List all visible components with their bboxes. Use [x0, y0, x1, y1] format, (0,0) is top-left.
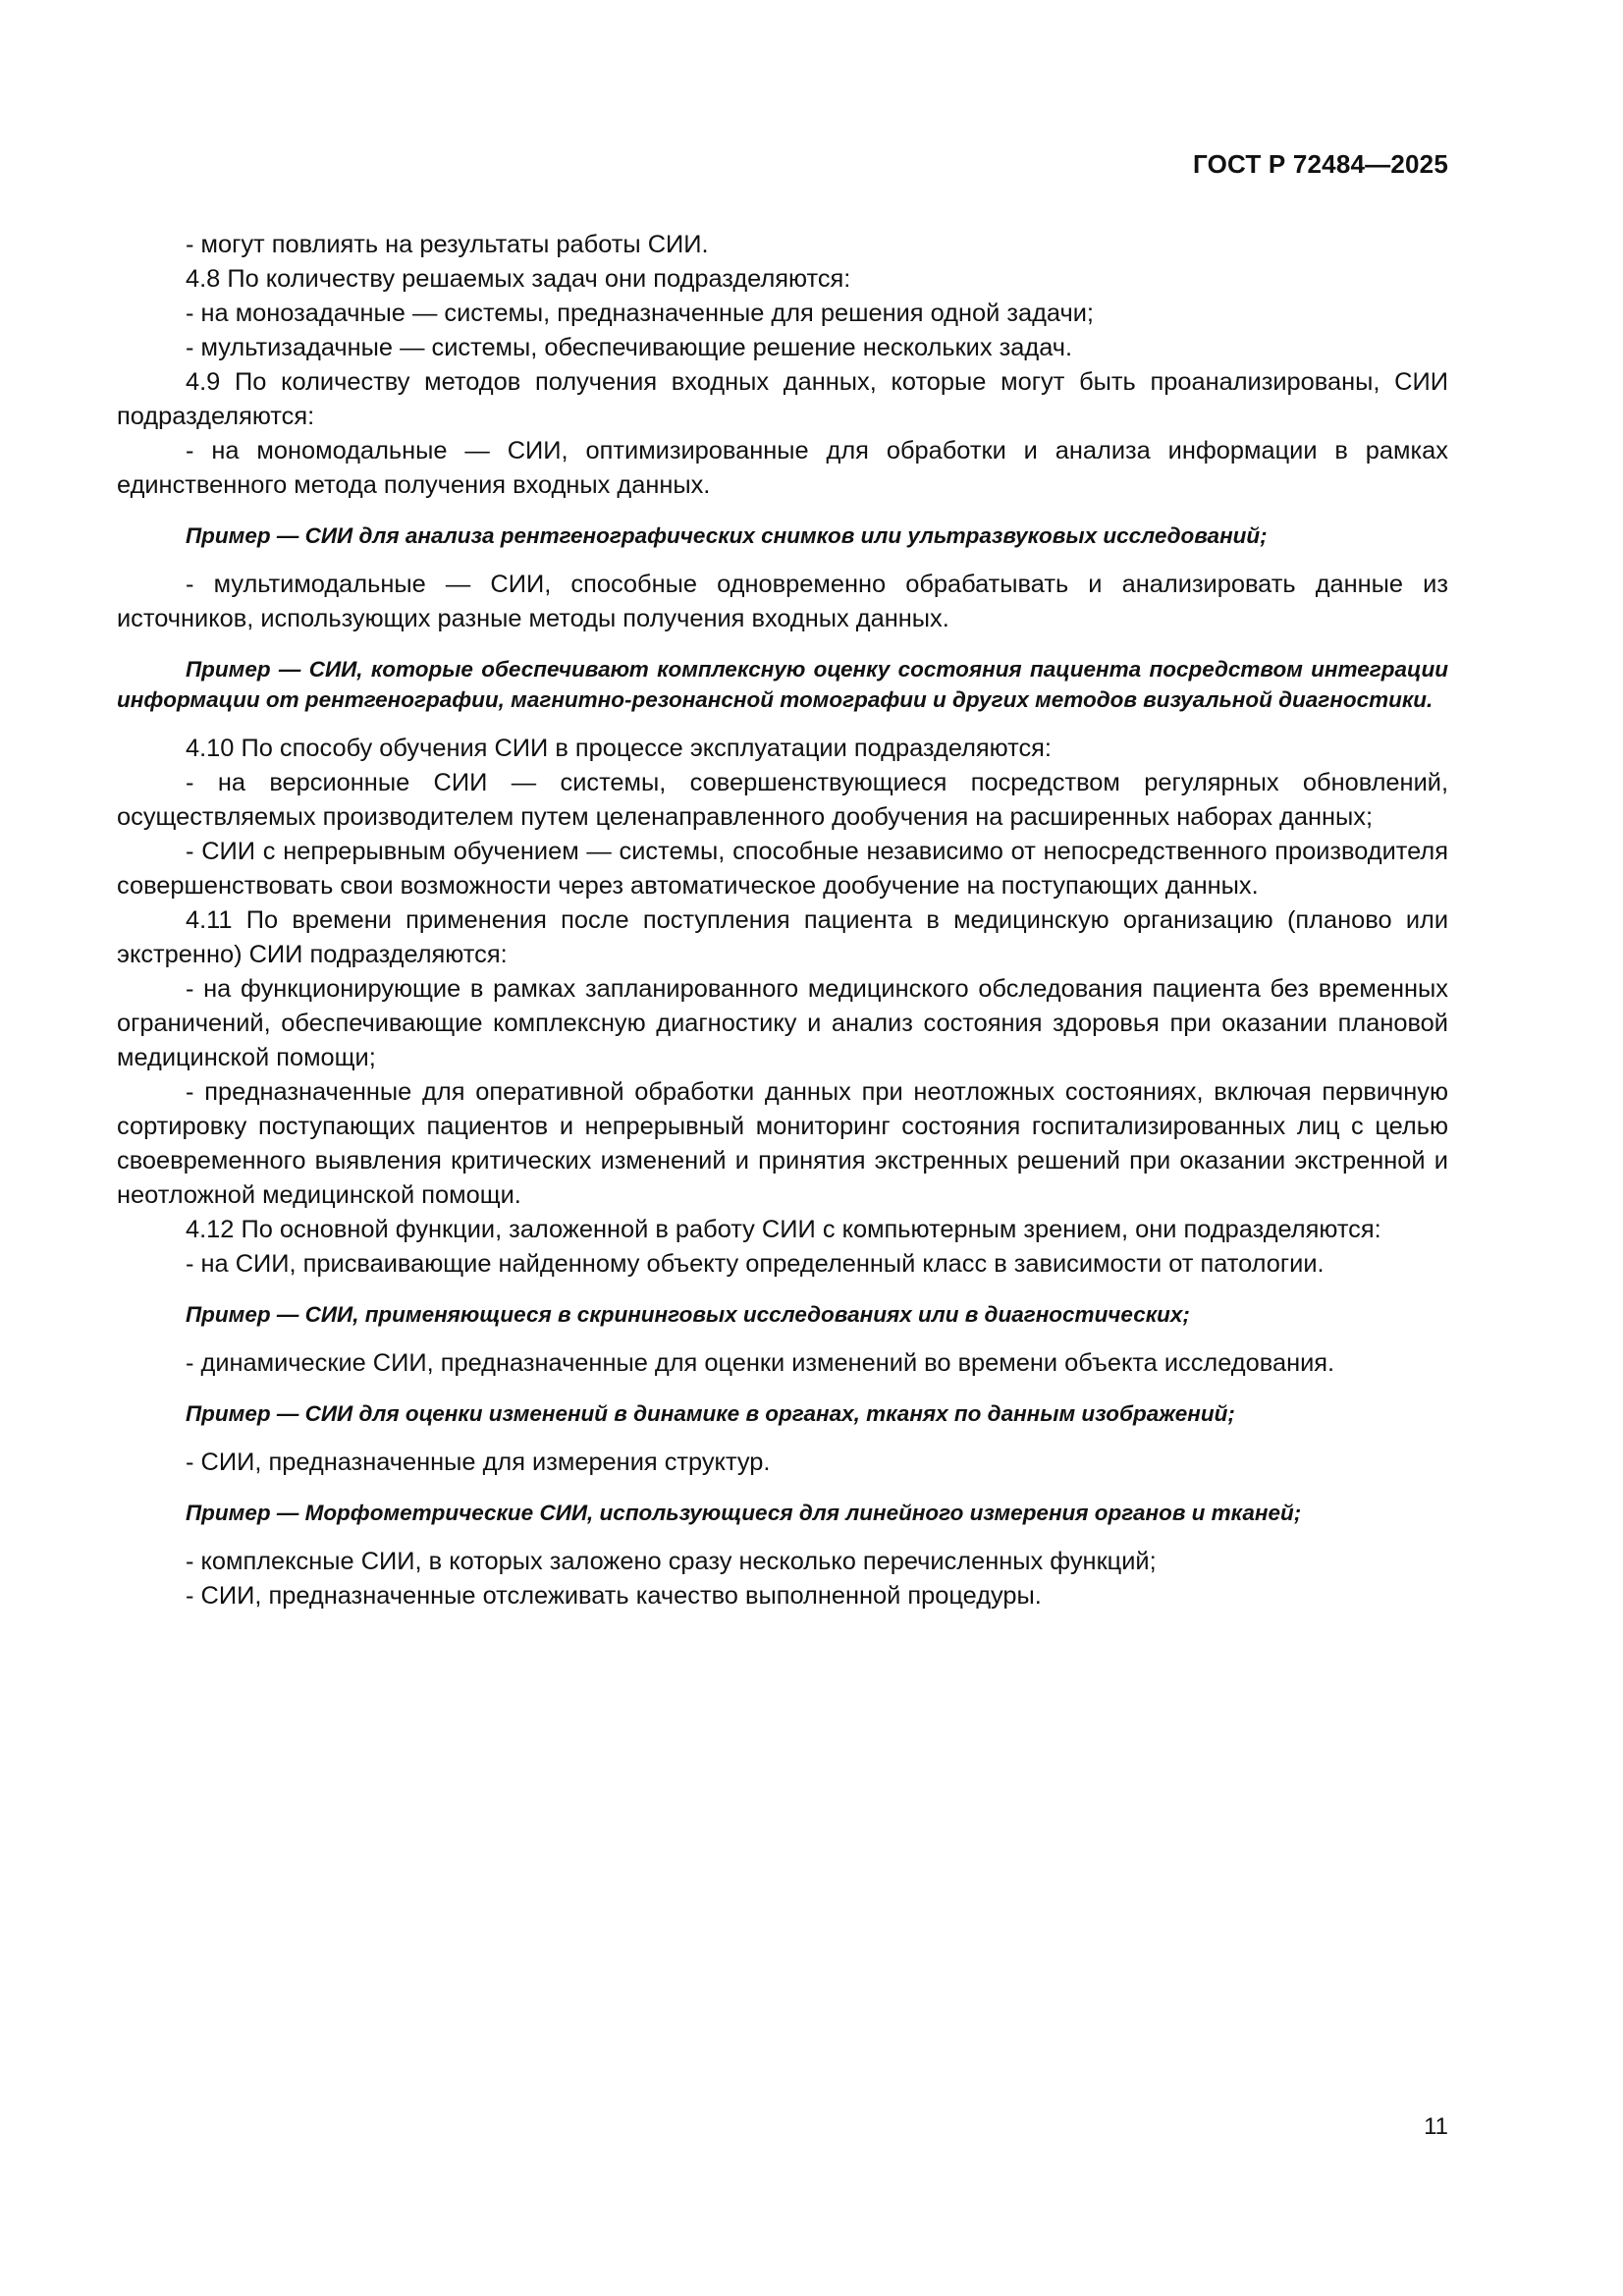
list-item: - СИИ с непрерывным обучением — системы, способные независимо от непосредственного производителя совершенствовать свои возможности через автоматическое дообучение на поступающих данных.	[117, 838, 1448, 900]
example-note: Пример — СИИ для анализа рентгенографических снимков или ультразвуковых исследований;	[186, 523, 1268, 548]
example-note: Пример — Морфометрические СИИ, использующиеся для линейного измерения органов и тканей;	[186, 1501, 1302, 1525]
example-note: Пример — СИИ, которые обеспечивают комплексную оценку состояния пациента посредством интеграции информации от рентгенографии, магнитно-резонансной томографии и других методов визуальной диагностики.	[117, 657, 1448, 712]
example-note: Пример — СИИ, применяющиеся в скрининговых исследованиях или в диагностических;	[186, 1302, 1190, 1327]
list-item: - на монозадачные — системы, предназначенные для решения одной задачи;	[186, 300, 1094, 327]
list-item: - мультизадачные — системы, обеспечивающие решение нескольких задач.	[186, 334, 1073, 361]
list-item: - СИИ, предназначенные отслеживать качество выполненной процедуры.	[186, 1582, 1042, 1610]
list-item: - на версионные СИИ — системы, совершенствующиеся посредством регулярных обновлений, осуществляемых производителем путем целенаправленного дообучения на расширенных наборах данных;	[117, 769, 1448, 831]
section-paragraph-4-11: 4.11 По времени применения после поступления пациента в медицинскую организацию (планово или экстренно) СИИ подразделяются:	[117, 906, 1448, 968]
document-body	[117, 228, 1448, 1613]
section-paragraph-4-10: 4.10 По способу обучения СИИ в процессе эксплуатации подразделяются:	[186, 735, 1052, 762]
page-number: 11	[1424, 2113, 1448, 2140]
section-paragraph-4-12: 4.12 По основной функции, заложенной в работу СИИ с компьютерным зрением, они подразделяются:	[186, 1216, 1381, 1243]
list-item: - на функционирующие в рамках запланированного медицинского обследования пациента без временных ограничений, обеспечивающие комплексную диагностику и анализ состояния здоровья при оказании плановой медицинской помощи;	[117, 975, 1448, 1071]
section-paragraph-4-8: 4.8 По количеству решаемых задач они подразделяются:	[186, 265, 851, 293]
list-item: - комплексные СИИ, в которых заложено сразу несколько перечисленных функций;	[186, 1548, 1157, 1575]
section-paragraph-4-9: 4.9 По количеству методов получения входных данных, которые могут быть проанализированы, СИИ подразделяются:	[117, 368, 1448, 430]
example-note: Пример — СИИ для оценки изменений в динамике в органах, тканях по данным изображений;	[186, 1401, 1235, 1426]
list-item: - на СИИ, присваивающие найденному объекту определенный класс в зависимости от патологии.	[186, 1250, 1325, 1278]
document-code: ГОСТ Р 72484—2025	[1193, 149, 1448, 179]
list-item: - на мономодальные — СИИ, оптимизированные для обработки и анализа информации в рамках единственного метода получения входных данных.	[117, 437, 1448, 499]
list-item: - могут повлиять на результаты работы СИИ.	[186, 231, 709, 258]
list-item: - предназначенные для оперативной обработки данных при неотложных состояниях, включая первичную сортировку поступающих пациентов и непрерывный мониторинг состояния госпитализированных лиц с целью своевременного выявления критических изменений и принятия экстренных решений при оказании экстренной и неотложной медицинской помощи.	[117, 1078, 1448, 1209]
list-item: - динамические СИИ, предназначенные для оценки изменений во времени объекта исследования.	[186, 1349, 1335, 1377]
list-item: - мультимодальные — СИИ, способные одновременно обрабатывать и анализировать данные из источников, использующих разные методы получения входных данных.	[117, 571, 1448, 632]
list-item: - СИИ, предназначенные для измерения структур.	[186, 1449, 771, 1476]
